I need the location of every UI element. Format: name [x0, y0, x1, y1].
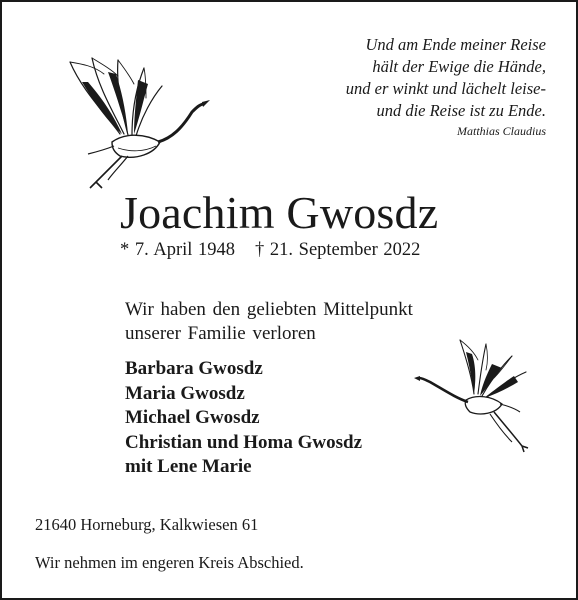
poem-quote [246, 34, 546, 139]
family-member: mit Lene Marie [125, 456, 252, 477]
deceased-name: Joachim Gwosdz [120, 187, 439, 238]
family-member: Christian und Homa Gwosdz [125, 431, 363, 453]
birth-date: * 7. April 1948 [120, 240, 236, 260]
flying-crane-icon [42, 42, 212, 192]
family-list [125, 357, 362, 480]
poem-author: Matthias Claudius [456, 124, 546, 138]
message-line: unserer Familie verloren [125, 323, 316, 344]
farewell-note: Wir nehmen im engeren Kreis Abschied. [35, 553, 304, 572]
poem-line: und die Reise ist zu Ende. [376, 101, 546, 120]
life-dates [120, 238, 420, 262]
message-line: Wir haben den geliebten Mittelpunkt [125, 299, 413, 320]
poem-line: und er winkt und lächelt leise- [345, 79, 546, 98]
death-date: † 21. September 2022 [255, 240, 421, 260]
family-member: Barbara Gwosdz [125, 358, 263, 379]
flying-crane-icon [414, 332, 539, 457]
mourning-message [125, 298, 413, 346]
poem-line: hält der Ewige die Hände, [372, 57, 546, 76]
family-member: Maria Gwosdz [125, 382, 245, 404]
poem-line: Und am Ende meiner Reise [365, 35, 546, 54]
address-line: 21640 Horneburg, Kalkwiesen 61 [35, 515, 259, 534]
family-member: Michael Gwosdz [125, 407, 260, 428]
